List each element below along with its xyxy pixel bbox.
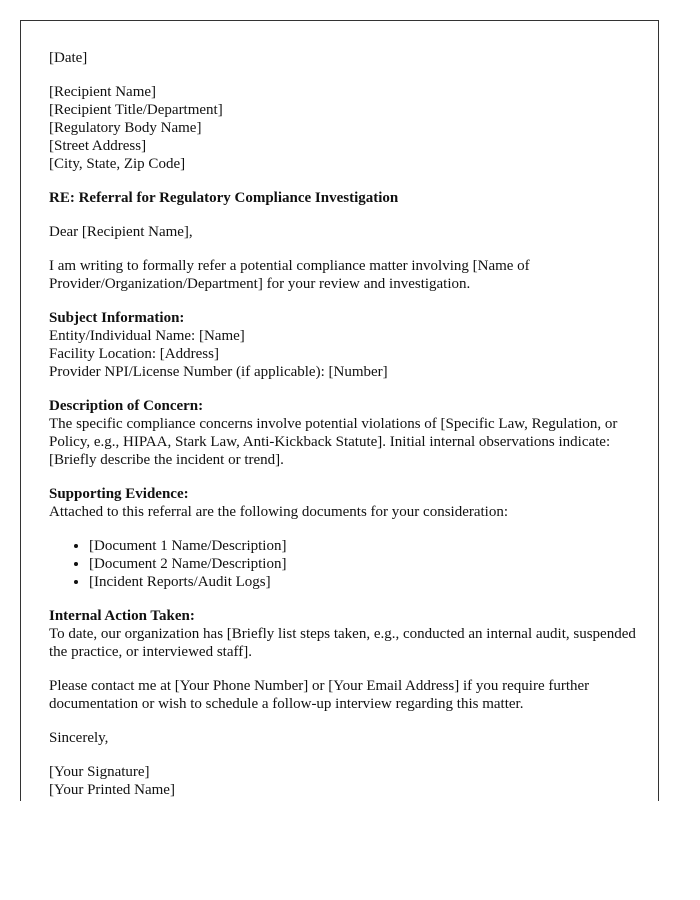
street-address: [Street Address] <box>49 138 147 154</box>
letter-body <box>49 49 638 815</box>
recipient-block <box>49 83 638 173</box>
list-item: • [Document 2 Name/Description] <box>89 555 638 573</box>
letter-page <box>20 20 659 801</box>
salutation: Dear [Recipient Name], <box>49 224 193 240</box>
action-text: To date, our organization has [Briefly list steps taken, e.g., conducted an internal audit, suspended the practice, or interviewed staff]. <box>49 626 636 660</box>
signature-block <box>49 763 638 799</box>
action-heading: Internal Action Taken: <box>49 608 195 624</box>
contact-paragraph: Please contact me at [Your Phone Number] or [Your Email Address] if you require further documentation or wish to schedule a follow-up interview regarding this matter. <box>49 678 590 712</box>
list-item: • [Document 1 Name/Description] <box>89 537 638 555</box>
signature: [Your Signature] <box>49 764 150 780</box>
internal-action <box>49 607 638 661</box>
evidence-list <box>49 537 638 591</box>
date: [Date] <box>49 50 88 66</box>
facility-location: Facility Location: [Address] <box>49 346 219 362</box>
city-state-zip: [City, State, Zip Code] <box>49 156 186 172</box>
printed-name: [Your Printed Name] <box>49 782 175 798</box>
subject-info-heading: Subject Information: <box>49 310 185 326</box>
provider-npi: Provider NPI/License Number (if applicable): [Number] <box>49 364 388 380</box>
list-item: • [Incident Reports/Audit Logs] <box>89 573 638 591</box>
entity-name: Entity/Individual Name: [Name] <box>49 328 245 344</box>
recipient-name: [Recipient Name] <box>49 84 157 100</box>
closing: Sincerely, <box>49 730 109 746</box>
evidence-text: Attached to this referral are the following documents for your consideration: <box>49 504 509 520</box>
concern-text: The specific compliance concerns involve potential violations of [Specific Law, Regulation, or Policy, e.g., HIPAA, Stark Law, Anti-Kickback Statute]. Initial internal observations indicate: [Briefly describe the incident or trend]. <box>49 416 618 468</box>
subject-line: RE: Referral for Regulatory Compliance Investigation <box>49 190 399 206</box>
intro-paragraph: I am writing to formally refer a potential compliance matter involving [Name of Provider/Organization/Department] for your review and investigation. <box>49 258 530 292</box>
recipient-title: [Recipient Title/Department] <box>49 102 223 118</box>
concern-heading: Description of Concern: <box>49 398 204 414</box>
supporting-evidence <box>49 485 638 521</box>
description-of-concern <box>49 397 638 469</box>
evidence-heading: Supporting Evidence: <box>49 486 189 502</box>
subject-information <box>49 309 638 381</box>
regulatory-body: [Regulatory Body Name] <box>49 120 202 136</box>
